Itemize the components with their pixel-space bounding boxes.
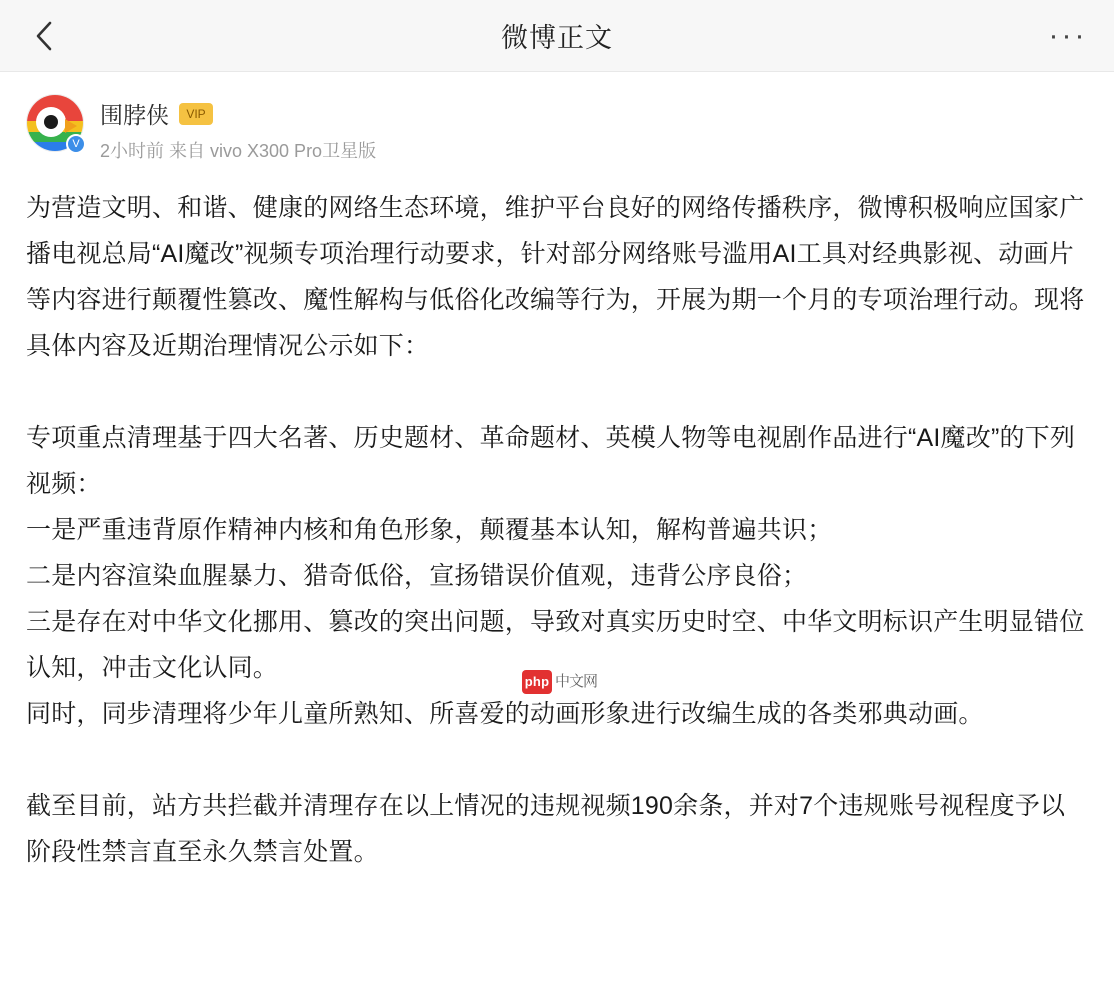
back-button[interactable] xyxy=(26,18,62,54)
post-paragraph: 截至目前，站方共拦截并清理存在以上情况的违规视频190余条，并对7个违规账号视程度予以阶段性禁言直至永久禁言处置。 xyxy=(26,792,1066,866)
post-container xyxy=(0,72,1114,875)
post-paragraph: 为营造文明、和谐、健康的网络生态环境，维护平台良好的网络传播秩序，微博积极响应国家广播电视总局“AI魔改”视频专项治理行动要求，针对部分网络账号滥用AI工具对经典影视、动画片等内容进行颠覆性篡改、魔性解构与低俗化改编等行为，开展为期一个月的专项治理行动。现将具体内容及近期治理情况公示如下： xyxy=(26,194,1085,360)
page-title: 微博正文 xyxy=(501,23,613,53)
post-paragraph: 专项重点清理基于四大名著、历史题材、革命题材、英模人物等电视剧作品进行“AI魔改”的下列视频： xyxy=(26,424,1076,498)
page-header xyxy=(0,0,1114,72)
chevron-left-icon xyxy=(34,20,54,52)
author-meta xyxy=(100,94,376,163)
post-paragraph: 二是内容渲染血腥暴力、猎奇低俗，宣扬错误价值观，违背公序良俗； xyxy=(26,562,808,590)
author-row xyxy=(26,94,1088,163)
member-level-badge[interactable]: VIP xyxy=(179,103,213,125)
post-body xyxy=(26,185,1088,875)
avatar[interactable] xyxy=(26,94,84,152)
post-paragraph: 同时，同步清理将少年儿童所熟知、所喜爱的动画形象进行改编生成的各类邪典动画。 xyxy=(26,700,984,728)
verified-badge-icon: V xyxy=(66,134,86,154)
watermark-text: 中文网 xyxy=(555,673,598,690)
more-options-button[interactable] xyxy=(1048,18,1088,54)
watermark-logo-icon: php xyxy=(522,670,552,694)
paragraph-spacer xyxy=(26,737,1088,783)
post-paragraph: 三是存在对中华文化挪用、篡改的突出问题，导致对真实历史时空、中华文明标识产生明显错位认知，冲击文化认同。 xyxy=(26,608,1085,682)
post-meta-time-source: 2小时前 来自 vivo X300 Pro卫星版 xyxy=(100,141,377,161)
author-name[interactable]: 围脖侠 xyxy=(100,102,169,128)
author-name-row xyxy=(100,97,376,130)
post-paragraph: 一是严重违背原作精神内核和角色形象，颠覆基本认知，解构普遍共识； xyxy=(26,516,833,544)
paragraph-spacer xyxy=(26,369,1088,415)
ellipsis-icon: ··· xyxy=(1048,18,1088,52)
